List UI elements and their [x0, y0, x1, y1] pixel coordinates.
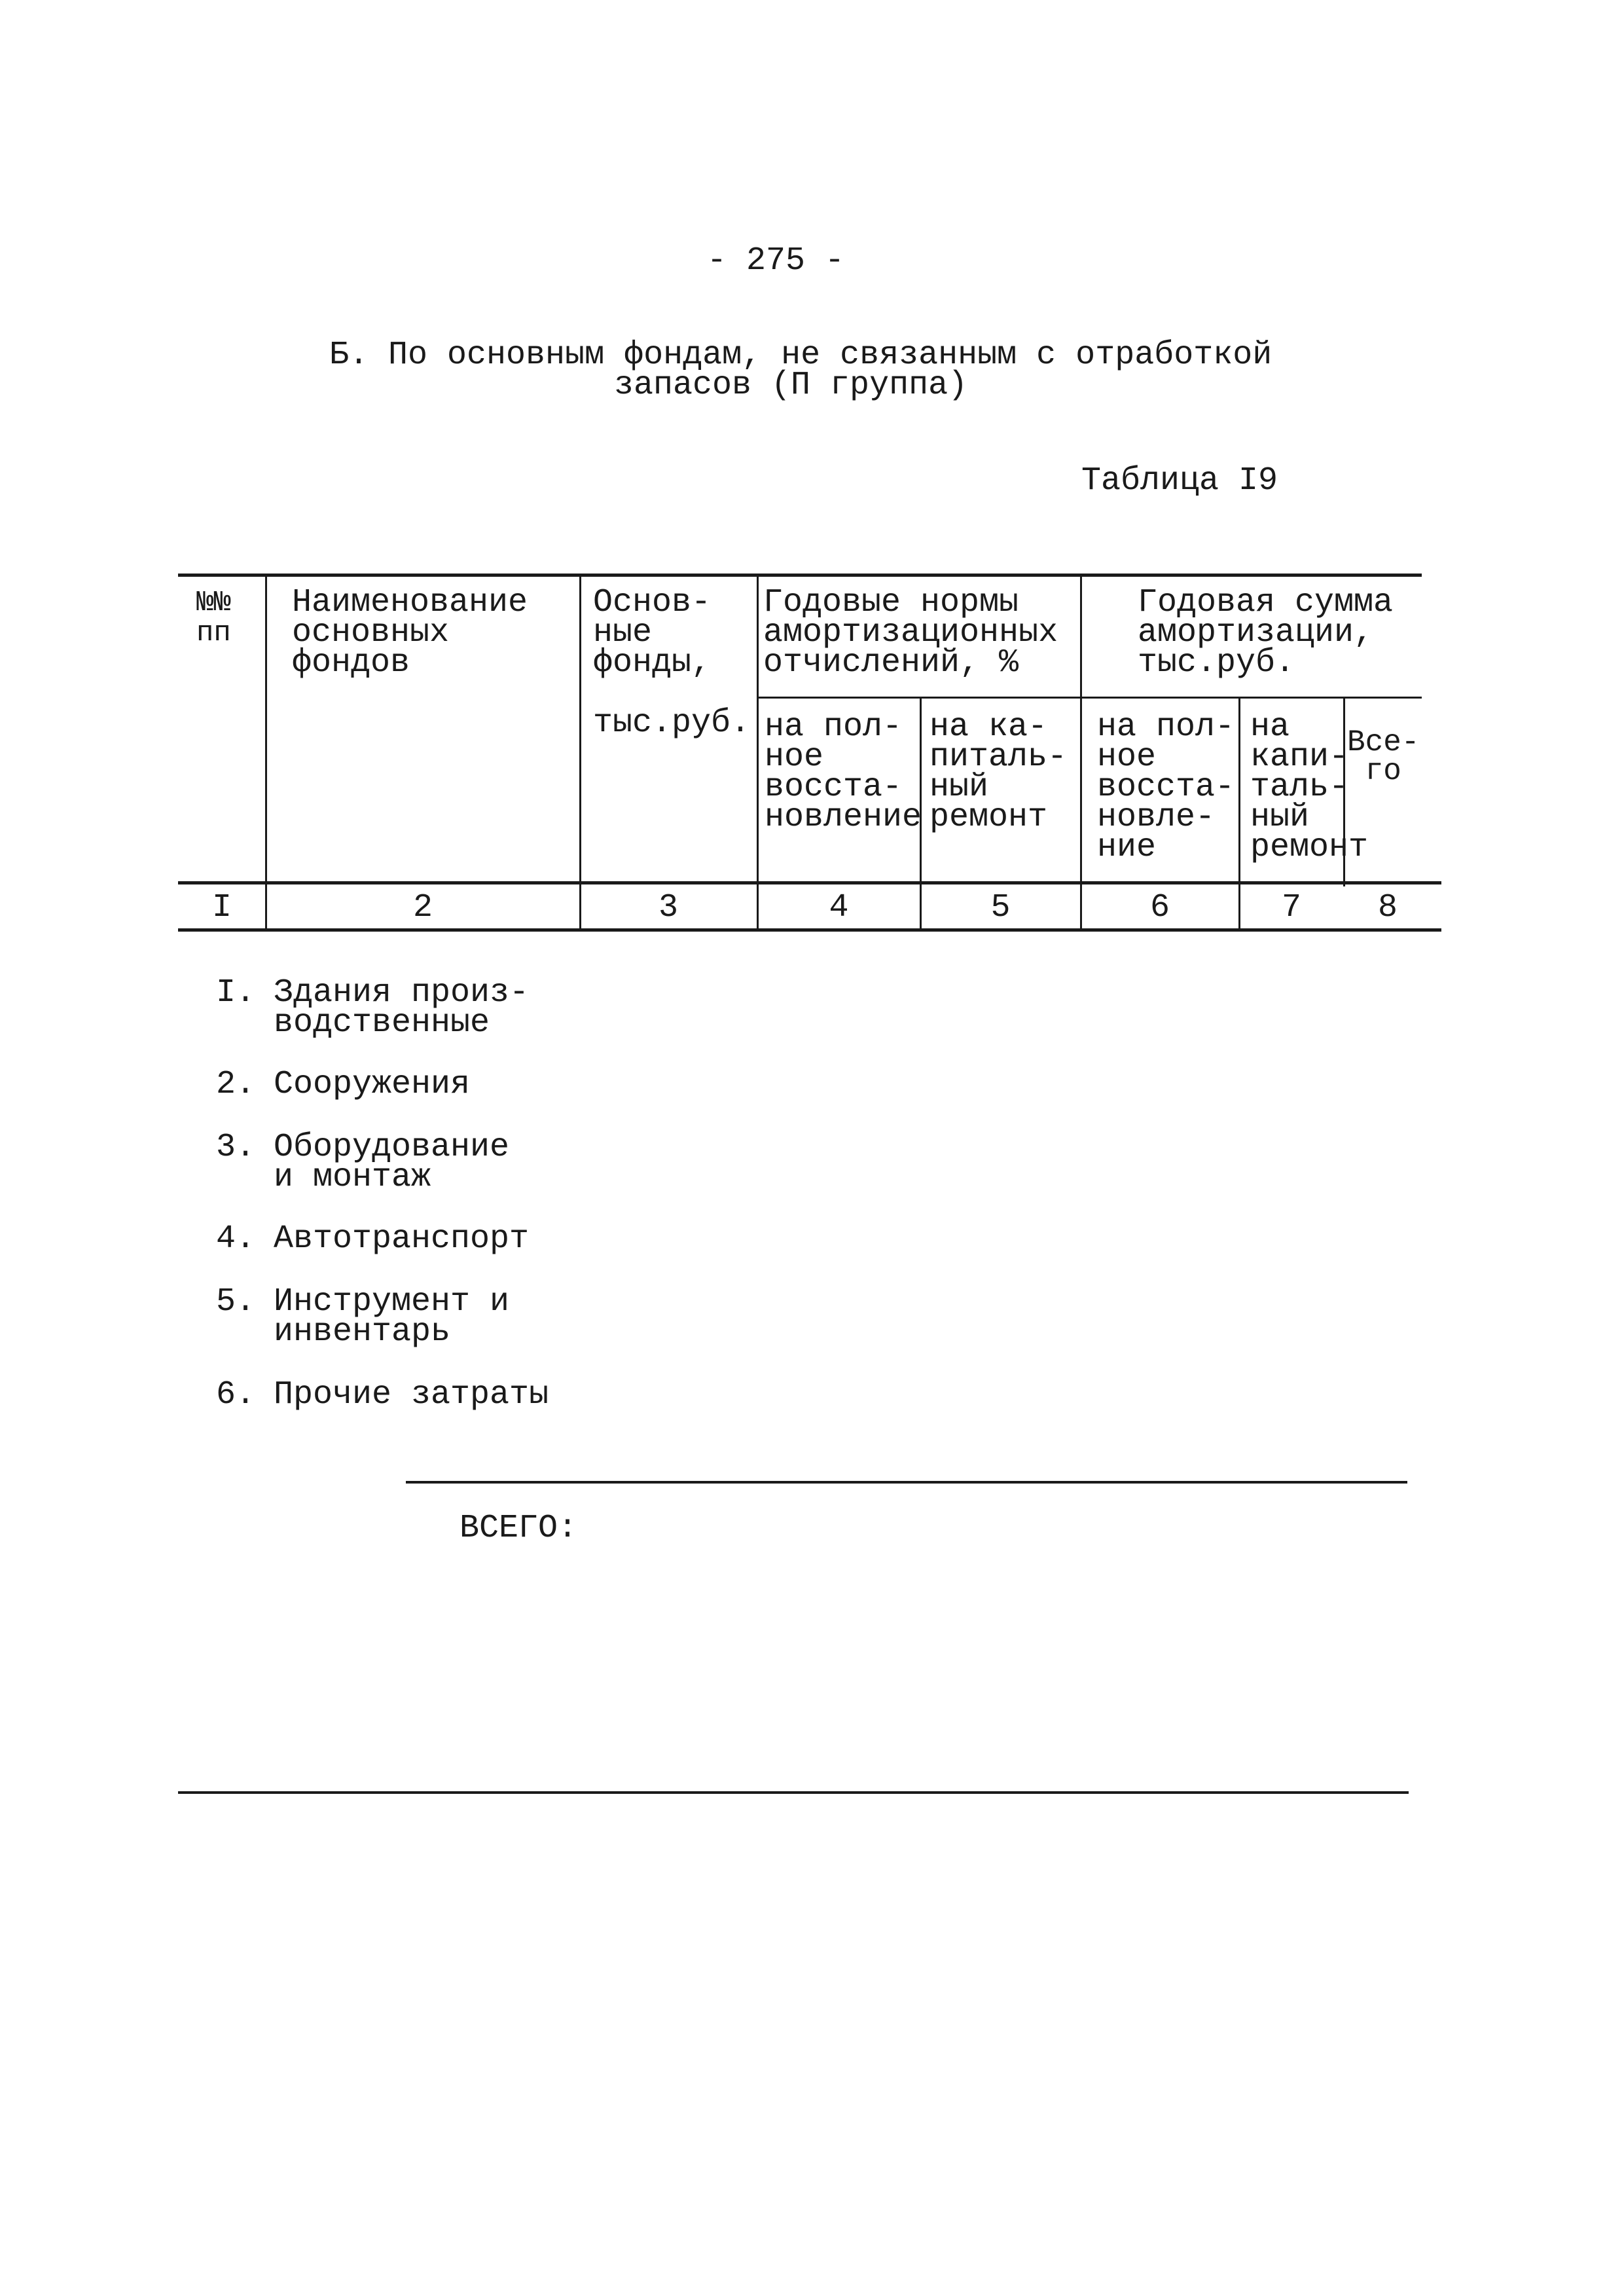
list-item-number: I. [216, 974, 256, 1011]
column-number-4: 4 [829, 889, 849, 926]
header-sum-full: на пол- ное восста- новле- ние [1097, 708, 1235, 866]
column-divider-2 [579, 574, 581, 930]
list-item-label: Автотранспорт [274, 1220, 530, 1258]
table-label: Таблица I9 [1081, 462, 1278, 500]
column-number-8: 8 [1377, 889, 1398, 926]
header-funds: Основ- ные фонды, тыс.руб. [593, 584, 751, 742]
column-number-2: 2 [412, 889, 433, 926]
header-sum-total: Все- го [1347, 725, 1420, 788]
table-top-rule [178, 574, 1422, 577]
column-number-rule [178, 928, 1441, 932]
section-heading-line-1: Б. По основным фондам, не связанным с отработкой [329, 337, 1272, 374]
list-item-label: Здания произ- водственные [274, 974, 530, 1042]
list-item-label: Сооружения [274, 1066, 471, 1103]
column-number-7: 7 [1281, 889, 1301, 926]
bottom-rule [178, 1791, 1409, 1794]
list-item-number: 6. [216, 1376, 256, 1413]
header-bottom-rule [178, 881, 1441, 884]
column-number-3: 3 [658, 889, 678, 926]
column-number-1: I [211, 889, 232, 926]
section-heading-line-2: запасов (П группа) [614, 367, 968, 404]
header-sum-capital: на капи- таль- ный ремонт [1250, 708, 1369, 866]
column-divider-1 [265, 574, 267, 930]
header-name: Наименование основных фондов [292, 584, 528, 682]
list-item-number: 4. [216, 1220, 256, 1258]
header-norms-capital: на ка- питаль- ный ремонт [929, 708, 1068, 836]
column-number-6: 6 [1149, 889, 1170, 926]
total-label: ВСЕГО: [460, 1510, 578, 1547]
total-rule [406, 1481, 1407, 1484]
list-item-label: Оборудование и монтаж [274, 1129, 510, 1196]
list-item-label: Прочие затраты [274, 1376, 549, 1413]
column-divider-3 [757, 574, 759, 930]
header-norms-full: на пол- ное восста- новление [765, 708, 922, 836]
list-item-number: 2. [216, 1066, 256, 1103]
list-item-number: 5. [216, 1283, 256, 1321]
column-number-5: 5 [990, 889, 1011, 926]
list-item-number: 3. [216, 1129, 256, 1166]
column-divider-5 [1080, 574, 1082, 930]
group-header-divider [758, 697, 1422, 699]
page-number: - 275 - [707, 242, 845, 280]
header-sum-group: Годовая сумма амортизации, тыс.руб. [1138, 584, 1394, 682]
header-num: №№ пп [196, 587, 231, 649]
list-item-label: Инструмент и инвентарь [274, 1283, 510, 1351]
header-norms-group: Годовые нормы амортизационных отчислений, % [763, 584, 1058, 682]
